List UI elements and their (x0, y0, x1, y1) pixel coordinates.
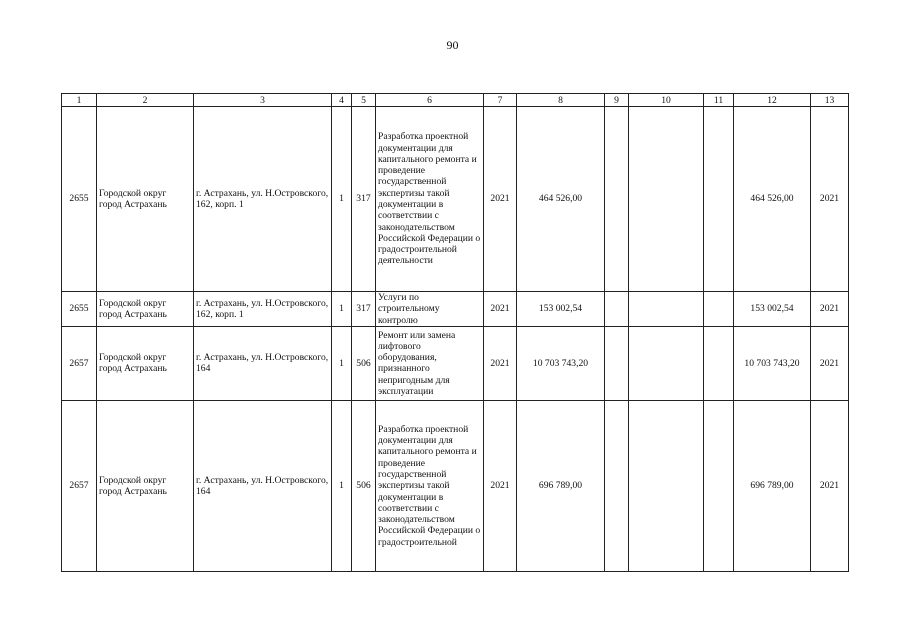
cell-work-description: Ремонт или замена лифтового оборудования, признанного непригодным для эксплуатации (376, 326, 484, 400)
cell-cost: 696 789,00 (517, 400, 605, 571)
cell-address: г. Астрахань, ул. Н.Островского, 162, корп. 1 (194, 107, 332, 292)
cell-year-end: 2021 (811, 292, 849, 327)
column-header: 9 (605, 94, 629, 107)
table-row (62, 107, 849, 292)
cell-year-end: 2021 (811, 326, 849, 400)
cell-address: г. Астрахань, ул. Н.Островского, 162, корп. 1 (194, 292, 332, 327)
cell-address: г. Астрахань, ул. Н.Островского, 164 (194, 326, 332, 400)
cell-cost: 464 526,00 (517, 107, 605, 292)
cell-year-end: 2021 (811, 107, 849, 292)
cell-col10 (629, 107, 704, 292)
cell-col4: 1 (332, 292, 352, 327)
cell-number: 2657 (62, 400, 97, 571)
column-header: 5 (352, 94, 376, 107)
column-header: 2 (97, 94, 194, 107)
program-table (61, 93, 849, 572)
table-row (62, 292, 849, 327)
cell-col4: 1 (332, 326, 352, 400)
cell-cost: 10 703 743,20 (517, 326, 605, 400)
cell-year: 2021 (484, 292, 517, 327)
cell-col10 (629, 400, 704, 571)
cell-col4: 1 (332, 400, 352, 571)
cell-work-description: Разработка проектной документации для капитального ремонта и проведение государственной экспертизы такой документации в соответствии с законодательством Российской Федерации о градостроительной деятельности (376, 107, 484, 292)
cell-cost-fund: 696 789,00 (734, 400, 811, 571)
column-header: 6 (376, 94, 484, 107)
table-row (62, 400, 849, 571)
cell-municipality: Городской округ город Астрахань (97, 400, 194, 571)
cell-municipality: Городской округ город Астрахань (97, 292, 194, 327)
cell-col10 (629, 326, 704, 400)
header-row (62, 94, 849, 107)
cell-col9 (605, 326, 629, 400)
cell-col10 (629, 292, 704, 327)
cell-col9 (605, 107, 629, 292)
cell-col9 (605, 292, 629, 327)
column-header: 11 (704, 94, 734, 107)
cell-work-description: Услуги по строительному контролю (376, 292, 484, 327)
column-header: 8 (517, 94, 605, 107)
cell-cost-fund: 464 526,00 (734, 107, 811, 292)
cell-number: 2655 (62, 292, 97, 327)
cell-work-description: Разработка проектной документации для капитального ремонта и проведение государственной экспертизы такой документации в соответствии с законодательством Российской Федерации о градостроительной (376, 400, 484, 571)
cell-municipality: Городской округ город Астрахань (97, 107, 194, 292)
cell-cost-fund: 10 703 743,20 (734, 326, 811, 400)
column-header: 3 (194, 94, 332, 107)
cell-col5: 506 (352, 326, 376, 400)
cell-col11 (704, 400, 734, 571)
cell-year: 2021 (484, 400, 517, 571)
cell-number: 2655 (62, 107, 97, 292)
cell-col11 (704, 107, 734, 292)
cell-cost-fund: 153 002,54 (734, 292, 811, 327)
cell-col11 (704, 326, 734, 400)
column-header: 12 (734, 94, 811, 107)
cell-col5: 317 (352, 107, 376, 292)
cell-year: 2021 (484, 326, 517, 400)
cell-municipality: Городской округ город Астрахань (97, 326, 194, 400)
column-header: 7 (484, 94, 517, 107)
cell-cost: 153 002,54 (517, 292, 605, 327)
column-header: 1 (62, 94, 97, 107)
column-header: 13 (811, 94, 849, 107)
cell-col11 (704, 292, 734, 327)
table-row (62, 326, 849, 400)
column-header: 10 (629, 94, 704, 107)
cell-col9 (605, 400, 629, 571)
cell-number: 2657 (62, 326, 97, 400)
cell-year: 2021 (484, 107, 517, 292)
cell-col4: 1 (332, 107, 352, 292)
cell-col5: 506 (352, 400, 376, 571)
column-header: 4 (332, 94, 352, 107)
cell-year-end: 2021 (811, 400, 849, 571)
page-number: 90 (446, 38, 459, 52)
cell-address: г. Астрахань, ул. Н.Островского, 164 (194, 400, 332, 571)
cell-col5: 317 (352, 292, 376, 327)
